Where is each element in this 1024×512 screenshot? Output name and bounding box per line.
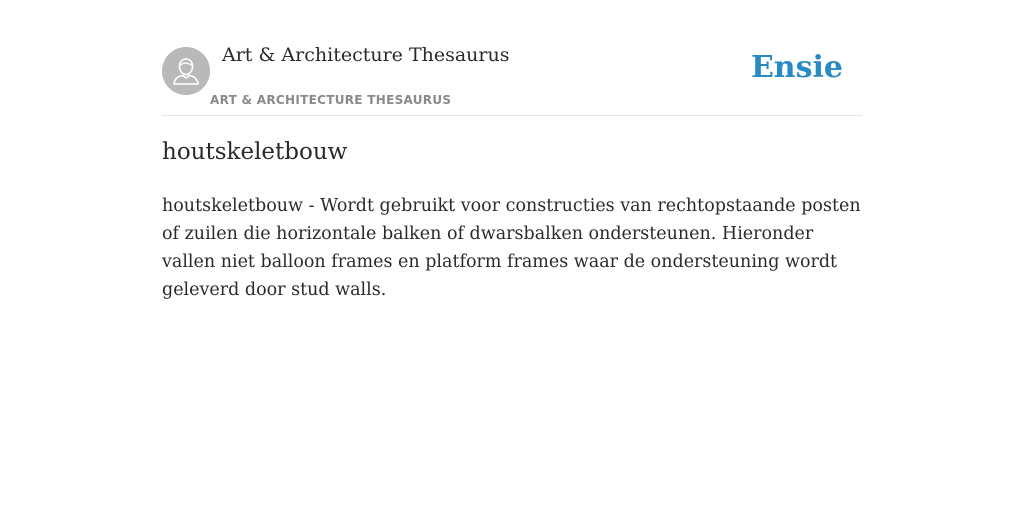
avatar[interactable]: [162, 47, 210, 95]
author-name[interactable]: Art & Architecture Thesaurus: [222, 44, 510, 66]
definition-text: houtskeletbouw - Wordt gebruikt voor constructies van rechtopstaande posten of zuilen die horizontale balken of dwarsbalken ondersteunen. Hieronder vallen niet balloon frames en platform frames waar de ondersteuning wordt geleverd door stud walls.: [162, 196, 861, 300]
author-subtitle: ART & ARCHITECTURE THESAURUS: [210, 93, 452, 107]
page-title: houtskeletbouw: [162, 139, 348, 165]
header: [162, 0, 862, 116]
brand-logo[interactable]: Ensie: [750, 50, 843, 85]
user-placeholder-icon: [162, 47, 210, 95]
page-container: [162, 0, 862, 300]
